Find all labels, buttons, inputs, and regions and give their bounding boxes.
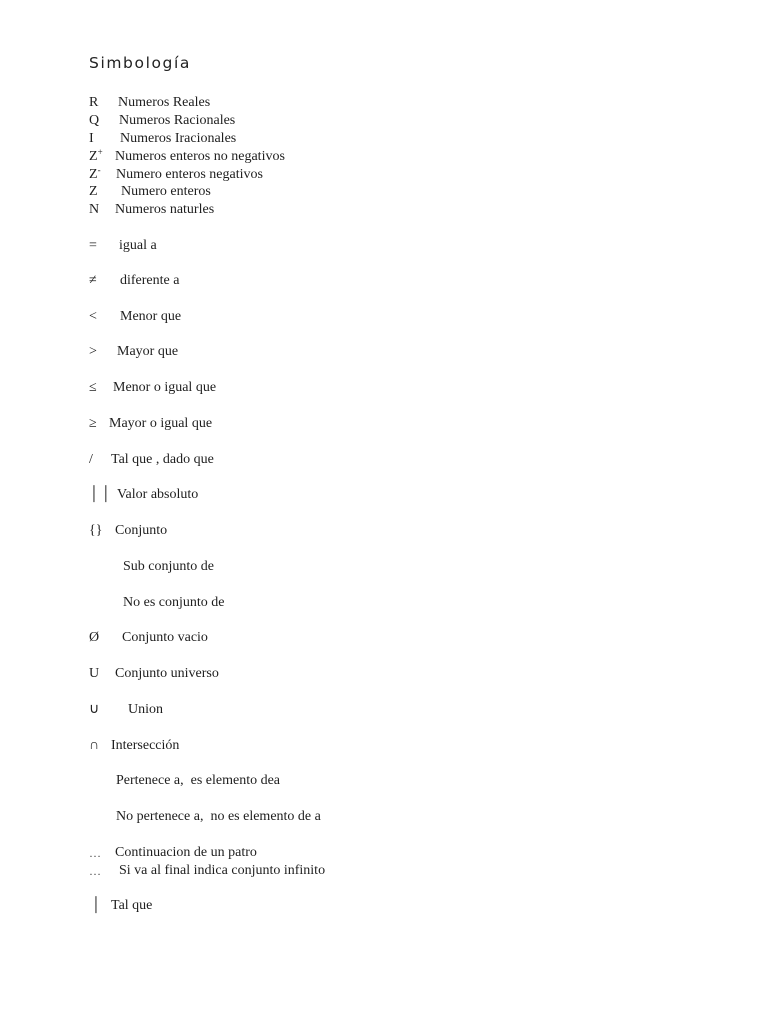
symbol: ∪ bbox=[89, 702, 100, 717]
description: Numeros Reales bbox=[118, 95, 211, 110]
ellipsis-icon: … bbox=[89, 864, 103, 878]
description: Valor absoluto bbox=[117, 487, 199, 502]
symbol: N bbox=[89, 202, 100, 217]
description: Numero enteros bbox=[121, 184, 211, 199]
symbol: ││ bbox=[89, 487, 113, 502]
page-title: Simbología bbox=[89, 54, 191, 72]
symbol: Ø bbox=[89, 630, 100, 645]
symbol-superscript: + bbox=[97, 147, 103, 157]
symbol: │ bbox=[91, 898, 101, 913]
symbol: R bbox=[89, 95, 99, 110]
symbol: {} bbox=[89, 523, 103, 538]
description: Numeros Racionales bbox=[119, 113, 236, 128]
ellipsis-icon: … bbox=[89, 846, 103, 860]
symbol bbox=[89, 148, 103, 166]
description: Tal que bbox=[111, 898, 153, 913]
symbol: < bbox=[89, 309, 97, 324]
symbol-base: Z bbox=[89, 149, 98, 164]
description: Menor que bbox=[120, 309, 182, 324]
symbol: ≠ bbox=[89, 273, 97, 288]
symbol bbox=[89, 166, 101, 184]
description: No pertenece a, no es elemento de a bbox=[116, 809, 321, 824]
description: Conjunto universo bbox=[115, 666, 219, 681]
symbol: ∩ bbox=[89, 738, 100, 753]
symbol: = bbox=[89, 238, 97, 253]
description: Continuacion de un patro bbox=[115, 845, 257, 860]
description: Numeros Iracionales bbox=[120, 131, 237, 146]
symbol: I bbox=[89, 131, 94, 146]
symbol-superscript: - bbox=[97, 165, 101, 175]
description: Mayor o igual que bbox=[109, 416, 213, 431]
description: Conjunto bbox=[115, 523, 168, 538]
symbol: Q bbox=[89, 113, 100, 128]
symbol-base: Z bbox=[89, 167, 98, 182]
symbol: / bbox=[89, 452, 93, 467]
description: Sub conjunto de bbox=[123, 559, 214, 574]
symbol: U bbox=[89, 666, 100, 681]
symbol: > bbox=[89, 344, 97, 359]
description: Numeros naturles bbox=[115, 202, 215, 217]
description: diferente a bbox=[120, 273, 180, 288]
description: Menor o igual que bbox=[113, 380, 217, 395]
description: No es conjunto de bbox=[123, 595, 225, 610]
description: Tal que , dado que bbox=[111, 452, 214, 467]
symbol: Z bbox=[89, 184, 98, 199]
symbol: ≥ bbox=[89, 416, 97, 431]
description: Si va al final indica conjunto infinito bbox=[119, 863, 326, 878]
description: Union bbox=[128, 702, 163, 717]
description: Numeros enteros no negativos bbox=[115, 149, 285, 164]
description: Intersección bbox=[111, 738, 180, 753]
description: igual a bbox=[119, 238, 157, 253]
description: Mayor que bbox=[117, 344, 179, 359]
description: Conjunto vacio bbox=[122, 630, 208, 645]
description: Numero enteros negativos bbox=[116, 167, 263, 182]
symbol: ≤ bbox=[89, 380, 97, 395]
description: Pertenece a, es elemento dea bbox=[116, 773, 281, 788]
